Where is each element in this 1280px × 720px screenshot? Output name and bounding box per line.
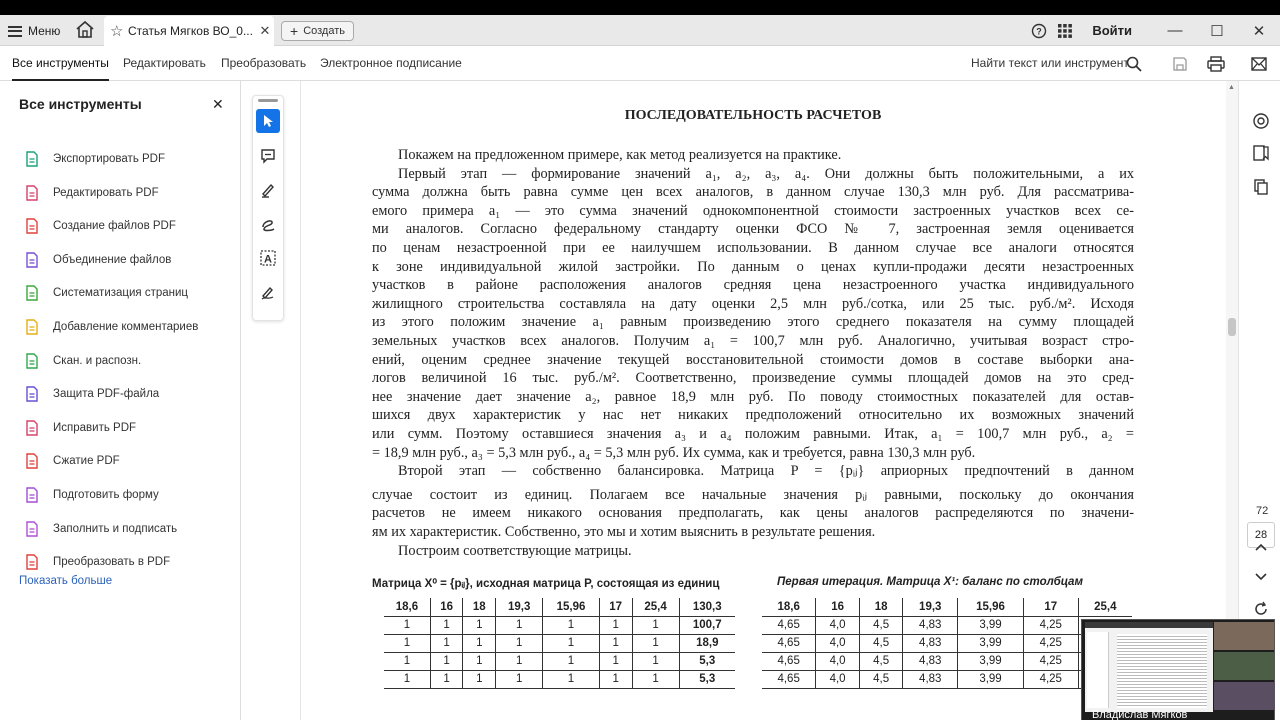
page-down-icon[interactable] — [1251, 567, 1271, 587]
home-icon[interactable] — [74, 19, 96, 41]
save-icon[interactable] — [1170, 54, 1190, 74]
minimize-icon[interactable]: — — [1167, 22, 1183, 39]
table-cell: 3,99 — [958, 634, 1024, 652]
sign-icon[interactable] — [256, 280, 280, 304]
table-cell: 1 — [496, 616, 543, 634]
all-tools-panel — [0, 81, 241, 720]
table-cell: 4,5 — [859, 652, 903, 670]
table-cell: 25,4 — [632, 598, 679, 616]
table-cell: 1 — [430, 652, 463, 670]
paragraph-line: ми аналогов. Согласно федеральному стандарту оценки ФСО № 7, застроенная земля оценивается — [372, 221, 1134, 238]
tool-item-label: Систематизация страниц — [53, 287, 189, 300]
shared-screen-thumbnail — [1085, 622, 1213, 712]
table-row — [384, 652, 735, 670]
ai-assistant-icon[interactable] — [1251, 111, 1271, 131]
table-cell: 3,99 — [958, 670, 1024, 688]
tool-item-label: Создание файлов PDF — [53, 220, 176, 233]
table-cell: 1 — [384, 616, 430, 634]
hamburger-icon — [8, 26, 22, 37]
edit-pdf-icon — [25, 185, 53, 201]
close-window-icon[interactable]: ✕ — [1252, 22, 1266, 40]
title-bar — [0, 15, 1280, 46]
drag-handle[interactable] — [258, 99, 278, 102]
tool-item-label: Редактировать PDF — [53, 186, 159, 199]
svg-text:?: ? — [1036, 26, 1043, 36]
table-cell: 3,99 — [958, 652, 1024, 670]
table-cell: 1 — [543, 634, 600, 652]
table-cell: 4,5 — [859, 634, 903, 652]
document-tab-title: Статья Мягков ВО_0... — [128, 24, 253, 38]
page-up-icon[interactable] — [1251, 537, 1271, 557]
paragraph-line: случае состоит из единиц. Полагаем все начальные значения pᵢⱼ равными, поскольку до окончания — [372, 486, 1134, 503]
select-tool-icon[interactable] — [256, 109, 280, 133]
table-cell: 3,99 — [958, 616, 1024, 634]
tab-edit[interactable]: Редактировать — [123, 56, 206, 70]
participant-video — [1214, 682, 1274, 710]
tab-e-sign[interactable]: Электронное подписание — [320, 56, 462, 70]
table-cell: 1 — [384, 634, 430, 652]
redact-pdf-icon — [25, 420, 53, 436]
table-cell: 1 — [543, 616, 600, 634]
table-cell: 4,0 — [816, 670, 860, 688]
matrix-table-iteration — [762, 598, 1132, 689]
table-cell: 1 — [463, 616, 496, 634]
table-cell: 1 — [632, 616, 679, 634]
tool-item[interactable] — [25, 215, 176, 237]
menu-button[interactable] — [8, 21, 60, 41]
email-icon[interactable] — [1249, 54, 1269, 74]
table-row — [762, 670, 1132, 688]
paragraph-line: жилищного строительства составляла на дату оценки 2,5 млн руб./сотка, или 25 тыс. руб./м². Исходя — [372, 295, 1134, 312]
table-header-row — [762, 598, 1132, 616]
table-cell: 1 — [463, 670, 496, 688]
tool-item[interactable] — [25, 417, 136, 439]
tool-item-label: Защита PDF-файла — [53, 388, 160, 401]
create-pdf-icon — [25, 218, 53, 234]
table-cell: 1 — [430, 634, 463, 652]
table-cell: 4,0 — [816, 634, 860, 652]
total-pages: 72 — [1256, 505, 1269, 517]
scroll-up-arrow-icon[interactable]: ▲ — [1228, 84, 1235, 91]
table-cell: 4,25 — [1023, 634, 1078, 652]
table-cell: 1 — [430, 616, 463, 634]
tool-item[interactable] — [25, 148, 165, 170]
table-cell: 4,25 — [1023, 670, 1078, 688]
table-cell: 1 — [543, 670, 600, 688]
highlight-icon[interactable] — [256, 178, 280, 202]
tool-item-label: Скан. и распозн. — [53, 354, 142, 367]
paragraph-line: расчетов не имеем никакого основания предполагать, как цены аналогов распределяются по значени- — [372, 505, 1134, 522]
tool-item-label: Заполнить и подписать — [53, 522, 178, 535]
apps-grid-icon[interactable] — [1052, 15, 1078, 46]
table-row — [762, 616, 1132, 634]
paragraph-line: по ценам незастроенной при ее наилучшем использовании. В данном случае все аналоги относятся — [372, 240, 1134, 256]
table-cell: 4,25 — [1023, 652, 1078, 670]
table-cell: 1 — [599, 616, 632, 634]
table-cell: 4,65 — [762, 670, 816, 688]
table-cell: 1 — [599, 634, 632, 652]
tab-convert[interactable]: Преобразовать — [221, 56, 307, 70]
section-heading: ПОСЛЕДОВАТЕЛЬНОСТЬ РАСЧЕТОВ — [624, 108, 882, 123]
comment-icon — [25, 319, 53, 335]
table-cell: 4,25 — [1023, 616, 1078, 634]
table-cell: 1 — [632, 634, 679, 652]
paragraph-line: или сумм. Поэтому оставшиеся значения a₃ и a₄ положим равными. Итак, a₁ = 100,7 млн руб., a₂ = — [372, 426, 1134, 442]
show-more-link[interactable]: Показать больше — [19, 575, 113, 587]
text-box-icon[interactable] — [256, 246, 280, 270]
tool-item[interactable] — [25, 484, 159, 506]
paragraph-line: земельных участков всех аналогов. Получим a₁ = 100,7 млн руб. Аналогично, учитывая возраст стро- — [372, 333, 1134, 349]
menu-label: Меню — [28, 24, 61, 38]
table-cell: 1 — [463, 652, 496, 670]
search-icon[interactable] — [1124, 54, 1144, 74]
quick-tools-bar — [252, 95, 284, 321]
tool-item[interactable] — [25, 249, 171, 271]
participant-cameras — [1214, 622, 1274, 712]
paragraph-line: Первый этап — формирование значений a₁, a₂, a₃, a₄. Они должны быть положительными, а их — [398, 165, 1134, 182]
table-cell: 5,3 — [679, 652, 735, 670]
paragraph-line: из этого положим значение a₁ равным произведению этого среднего показателя на сумму площадей — [372, 314, 1134, 331]
bookmark-icon[interactable] — [1251, 143, 1271, 163]
protect-pdf-icon — [25, 386, 53, 402]
table-row — [384, 634, 735, 652]
maximize-icon[interactable]: ☐ — [1210, 22, 1224, 40]
paragraph-line: ям их характеристик. Собственно, это мы и хотим выяснить в результате решения. — [372, 524, 876, 540]
pdf-app-window — [0, 15, 1280, 720]
document-tab[interactable] — [104, 16, 274, 46]
add-comment-icon[interactable] — [256, 144, 280, 168]
current-page-input[interactable]: 28 — [1247, 522, 1275, 548]
table-cell: 4,83 — [903, 670, 958, 688]
table-cell: 17 — [599, 598, 632, 616]
table-cell: 4,65 — [762, 634, 816, 652]
create-button[interactable] — [281, 21, 354, 41]
paragraph-line: Построим соответствующие матрицы. — [398, 542, 632, 559]
participant-video — [1214, 652, 1274, 680]
table-cell: 18 — [463, 598, 496, 616]
paragraph-line: участков в районе расположения аналогов средняя цена незастроенного участка индивидуального — [372, 277, 1134, 294]
scrollbar-thumb[interactable] — [1228, 318, 1236, 336]
draw-icon[interactable] — [256, 212, 280, 236]
scan-ocr-icon — [25, 353, 53, 369]
table-cell: 5,3 — [679, 670, 735, 688]
tool-item[interactable] — [25, 316, 198, 338]
table-row — [384, 670, 735, 688]
find-tool-label[interactable]: Найти текст или инструмент — [971, 56, 1129, 70]
paragraph-line: шихся двух характеристик у нас нет никаких предположений относительно их возможных значений — [372, 407, 1134, 424]
paragraph-line: сумма должна быть равна сумме цен всех аналогов, в данном случае 130,3 млн руб. Для рассматрива- — [372, 184, 1134, 201]
tool-item[interactable] — [25, 450, 120, 472]
tool-item-label: Подготовить форму — [53, 489, 159, 501]
table-row — [762, 652, 1132, 670]
convert-pdf-icon — [25, 554, 53, 570]
tool-item-label: Преобразовать в PDF — [53, 556, 171, 569]
table-cell: 1 — [599, 652, 632, 670]
create-button-label: Создать — [303, 25, 345, 37]
table-cell: 1 — [496, 670, 543, 688]
table-cell: 15,96 — [958, 598, 1024, 616]
tool-tabs-bar — [0, 46, 1280, 81]
tool-item[interactable] — [25, 350, 141, 372]
table-cell: 1 — [496, 652, 543, 670]
paragraph-line: = 18,9 млн руб., a₃ = 5,3 млн руб., a₄ = 5,3 млн руб. Их сумма, как и требуется, равна 130,3 млн руб. — [372, 444, 976, 461]
tool-item-label: Исправить PDF — [53, 421, 137, 434]
svg-text:A: A — [264, 253, 272, 266]
paragraph-line: ений, оценим среднее значение текущей восстановительной стоимости домов в составе выборки ана- — [372, 351, 1134, 368]
table-cell: 1 — [632, 670, 679, 688]
video-call-overlay[interactable] — [1081, 619, 1275, 720]
table-cell: 4,5 — [859, 670, 903, 688]
table-cell: 4,65 — [762, 652, 816, 670]
tool-item-label: Экспортировать PDF — [53, 153, 166, 165]
tool-item-label: Добавление комментариев — [53, 321, 199, 333]
table-cell: 4,83 — [903, 652, 958, 670]
compress-pdf-icon — [25, 453, 53, 469]
print-icon[interactable] — [1206, 54, 1226, 74]
caption-matrix-x0: Матрица X⁰ = {pᵢⱼ}, исходная матрица P, состоящая из единиц — [372, 578, 720, 590]
table-cell: 18,6 — [384, 598, 430, 616]
table-cell: 18,9 — [679, 634, 735, 652]
table-cell: 1 — [430, 670, 463, 688]
paragraph-line: Покажем на предложенном примере, как метод реализуется на практике. — [398, 147, 842, 163]
table-cell: 1 — [543, 652, 600, 670]
matrix-table-initial — [384, 598, 735, 689]
help-icon[interactable] — [1026, 15, 1052, 46]
export-pdf-icon — [25, 151, 53, 167]
plus-icon: + — [290, 23, 299, 39]
table-cell: 4,0 — [816, 652, 860, 670]
table-cell: 1 — [632, 652, 679, 670]
table-cell: 4,83 — [903, 616, 958, 634]
fill-sign-icon — [25, 521, 53, 537]
table-cell: 1 — [384, 670, 430, 688]
table-header-row — [384, 598, 735, 616]
organize-pages-icon — [25, 285, 53, 301]
tool-item[interactable] — [25, 383, 159, 405]
tool-item[interactable] — [25, 182, 159, 204]
panel-title: Все инструменты — [19, 96, 142, 112]
table-cell: 4,5 — [859, 616, 903, 634]
paragraph-line: Второй этап — собственно балансировка. Матрица P = {pᵢⱼ} априорных предпочтений в данном — [398, 463, 1134, 480]
table-cell: 130,3 — [679, 598, 735, 616]
paragraph-line: нее значение дает значение a₂, равное 18,9 млн руб. По поводу стоимостных показателей для остав- — [372, 388, 1134, 405]
table-cell: 19,3 — [496, 598, 543, 616]
paragraph-line: емого примера a₁ — это сумма значений однокомпонентной стоимости застроенных участков всех се- — [372, 202, 1134, 219]
tool-item-label: Объединение файлов — [53, 253, 172, 266]
tool-item[interactable] — [25, 282, 188, 304]
tool-item-label: Сжатие PDF — [53, 455, 120, 468]
caption-first-iteration: Первая итерация. Матрица X¹: баланс по столбцам — [777, 576, 1083, 588]
table-cell: 1 — [599, 670, 632, 688]
table-cell: 1 — [463, 634, 496, 652]
table-cell: 1 — [384, 652, 430, 670]
table-cell: 4,83 — [903, 634, 958, 652]
star-icon[interactable]: ☆ — [110, 23, 124, 40]
table-cell: 1 — [496, 634, 543, 652]
close-panel-icon[interactable]: ✕ — [212, 96, 224, 112]
table-cell: 25,4 — [1078, 598, 1132, 616]
table-row — [762, 634, 1132, 652]
table-cell: 16 — [816, 598, 860, 616]
table-row — [384, 616, 735, 634]
tool-item[interactable] — [25, 518, 177, 540]
paragraph-line: к зоне индивидуальной жилой застройки. По данным о ценах купли-продажи десяти незастроенных — [372, 258, 1134, 275]
table-cell: 4,0 — [816, 616, 860, 634]
table-cell: 17 — [1023, 598, 1078, 616]
combine-files-icon — [25, 252, 53, 268]
participant-video — [1214, 622, 1274, 650]
table-cell: 16 — [430, 598, 463, 616]
login-button[interactable]: Войти — [1092, 23, 1132, 38]
paragraph-line: логов величиной 16 тыс. руб./м². Соответственно, произведение суммы площадей домов на это сред- — [372, 370, 1134, 387]
table-cell: 19,3 — [903, 598, 958, 616]
table-cell: 4,65 — [762, 616, 816, 634]
refresh-icon[interactable] — [1251, 599, 1271, 619]
table-cell: 15,96 — [543, 598, 600, 616]
table-cell: 18,6 — [762, 598, 816, 616]
close-tab-icon[interactable]: ✕ — [259, 23, 271, 38]
table-cell: 18 — [859, 598, 903, 616]
table-cell: 100,7 — [679, 616, 735, 634]
speaker-name: Владислав Мягков — [1092, 709, 1188, 720]
copy-pages-icon[interactable] — [1251, 177, 1271, 197]
prepare-form-icon — [25, 487, 53, 503]
tab-all-tools[interactable]: Все инструменты — [12, 46, 109, 81]
tool-item[interactable] — [25, 551, 170, 573]
